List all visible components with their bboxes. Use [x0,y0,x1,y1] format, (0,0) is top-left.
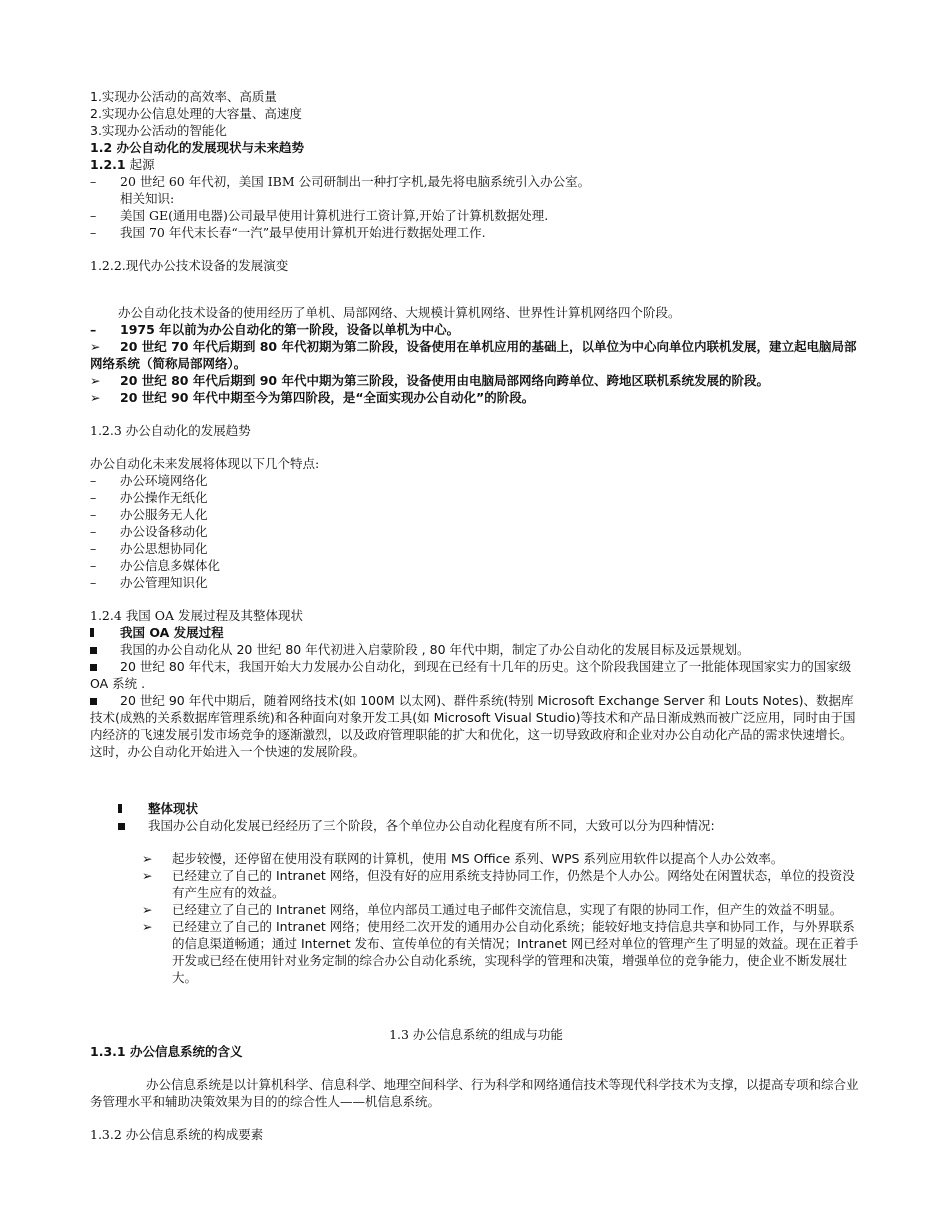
subsection-heading-1-3-2: 1.3.2 办公信息系统的构成要素 [90,1127,264,1142]
list-item [90,173,862,190]
dash-bullet: – [90,524,97,539]
subsection-heading-1-3-1: 1.3.1 办公信息系统的含义 [90,1044,243,1059]
process-text: 20 世纪 80 年代末，我国开始大力发展办公自动化，到现在已经有十几年的历史。这个阶段我国建立了一批能体现国家实力的国家级 OA 系统 . [90,659,852,691]
trend-text: 办公思想协同化 [120,541,208,556]
list-item [142,850,862,867]
list-item [90,338,862,372]
paragraph: 办公自动化技术设备的使用经历了单机、局部网络、大规模计算机网络、世界性计算机网络四个阶段。 [118,305,681,320]
stage-text: 20 世纪 70 年代后期到 80 年代初期为第二阶段，设备使用在单机应用的基础上，以单位为中心向单位内联机发展，建立起电脑局部网络系统（简称局部网络）。 [90,339,857,371]
stage-text: 20 世纪 90 年代中期至今为第四阶段，是“全面实现办公自动化”的阶段。 [120,390,535,405]
list-item [90,389,862,406]
trend-text: 办公服务无人化 [120,507,208,522]
list-item [118,800,862,817]
square-bullet-icon [118,823,125,830]
square-bullet-icon [90,628,94,637]
status-text: 起步较慢，还停留在使用没有联网的计算机，使用 MS Office 系列、WPS 系列应用软件以提高个人办公效率。 [172,851,784,866]
list-item [90,207,862,224]
subsection-heading-1-2-4: 1.2.4 我国 OA 发展过程及其整体现状 [90,608,304,623]
stage-text: 1975 年以前为办公自动化的第一阶段，设备以单机为中心。 [120,322,460,337]
list-item [90,574,862,591]
dash-bullet: – [90,225,97,240]
list-item [142,867,862,901]
dash-bullet: – [90,558,97,573]
list-item [118,817,862,834]
origin-text: 我国 70 年代末长春“一汽”最早使用计算机开始进行数据处理工作. [120,225,486,240]
dash-bullet: – [90,541,97,556]
trend-text: 办公环境网络化 [120,473,208,488]
goal-item: 1.实现办公活动的高效率、高质量 [90,89,277,104]
status-text: 已经建立了自己的 Intranet 网络，但没有好的应用系统支持协同工作，仍然是个人办公。网络处在闲置状态，单位的投资没有产生应有的效益。 [172,868,855,900]
list-item [90,489,862,506]
arrow-bullet: ➢ [142,868,153,883]
section-heading-1-2: 1.2 办公自动化的发展现状与未来趋势 [90,140,304,155]
process-title: 我国 OA 发展过程 [120,625,224,640]
subsection-number: 1.2.1 [90,157,126,172]
goal-item: 3.实现办公活动的智能化 [90,123,227,138]
arrow-bullet: ➢ [90,339,101,354]
dash-bullet: – [90,322,97,337]
status-title: 整体现状 [148,801,199,816]
list-item [90,658,862,692]
list-item [90,506,862,523]
list-item [90,321,862,338]
list-item [90,641,862,658]
dash-bullet: – [90,490,97,505]
status-text: 已经建立了自己的 Intranet 网络；使用经二次开发的通用办公自动化系统；能较好地支持信息共享和协同工作，与外界联系的信息渠道畅通；通过 Internet 发布、宣传单位的有关情况；Intranet 网已经对单位的管理产生了明显的效益。现在正着手开发或已经在使用针对业务定制的综合办公自动化系统，实现科学的管理和决策，增强单位的竞争能力，使企业不断发展壮大。 [172,919,859,985]
list-item [90,692,862,760]
process-text: 我国的办公自动化从 20 世纪 80 年代初进入启蒙阶段 , 80 年代中期，制定了办公自动化的发展目标及远景规划。 [120,642,750,657]
list-item [90,372,862,389]
list-item [90,624,862,641]
stage-text: 20 世纪 80 年代后期到 90 年代中期为第三阶段，设备使用由电脑局部网络向跨单位、跨地区联机系统发展的阶段。 [120,373,769,388]
list-item [90,224,862,241]
trend-text: 办公信息多媒体化 [120,558,221,573]
arrow-bullet: ➢ [90,390,101,405]
list-item [142,901,862,918]
trend-text: 办公设备移动化 [120,524,208,539]
list-item [142,918,862,986]
dash-bullet: – [90,575,97,590]
document-page [90,88,862,1143]
status-intro: 我国办公自动化发展已经经历了三个阶段，各个单位办公自动化程度有所不同，大致可以分为四种情况: [148,818,715,833]
subsection-label: 起源 [125,157,155,172]
paragraph: 办公自动化未来发展将体现以下几个特点: [90,456,320,471]
origin-text: 美国 GE(通用电器)公司最早使用计算机进行工资计算,开始了计算机数据处理. [120,208,549,223]
dash-bullet: – [90,473,97,488]
section-heading-1-3: 1.3 办公信息系统的组成与功能 [389,1027,563,1042]
trend-text: 办公操作无纸化 [120,490,208,505]
process-text: 20 世纪 90 年代中期后，随着网络技术(如 100M 以太网)、群件系统(特别 Microsoft Exchange Server 和 Louts Notes)、数据库技术(成熟的关系数据库管理系统)和各种面向对象开发工具(如 Microsoft Visual Studio)等技术和产品日渐成熟而被广泛应用，同时由于国内经济的飞速发展引发市场竞争的逐渐激烈，以及政府管理职能的扩大和优化，这一切导致政府和企业对办公自动化产品的需求快速增长。这时，办公自动化开始进入一个快速的发展阶段。 [90,693,856,759]
dash-bullet: – [90,208,97,223]
arrow-bullet: ➢ [142,902,153,917]
list-item [90,557,862,574]
subsection-heading-1-2-1 [90,156,862,173]
paragraph: 办公信息系统是以计算机科学、信息科学、地理空间科学、行为科学和网络通信技术等现代科学技术为支撑，以提高专项和综合业务管理水平和辅助决策效果为目的的综合性人——机信息系统。 [90,1077,859,1109]
list-item [90,190,862,207]
square-bullet-icon [90,664,97,671]
subsection-heading-1-2-2: 1.2.2.现代办公技术设备的发展演变 [90,258,289,273]
list-item [90,523,862,540]
list-item [90,472,862,489]
dash-bullet: – [90,174,97,189]
arrow-bullet: ➢ [142,851,153,866]
square-bullet-icon [90,698,97,705]
related-knowledge-label: 相关知识: [120,191,175,206]
status-text: 已经建立了自己的 Intranet 网络，单位内部员工通过电子邮件交流信息，实现了有限的协同工作，但产生的效益不明显。 [172,902,843,917]
origin-text: 20 世纪 60 年代初，美国 IBM 公司研制出一种打字机,最先将电脑系统引入办公室。 [120,174,591,189]
trend-text: 办公管理知识化 [120,575,208,590]
square-bullet-icon [90,647,97,654]
list-item [90,540,862,557]
goal-item: 2.实现办公信息处理的大容量、高速度 [90,106,302,121]
subsection-heading-1-2-3: 1.2.3 办公自动化的发展趋势 [90,423,251,438]
dash-bullet: – [90,507,97,522]
arrow-bullet: ➢ [142,919,153,934]
arrow-bullet: ➢ [90,373,101,388]
square-bullet-icon [118,804,122,813]
